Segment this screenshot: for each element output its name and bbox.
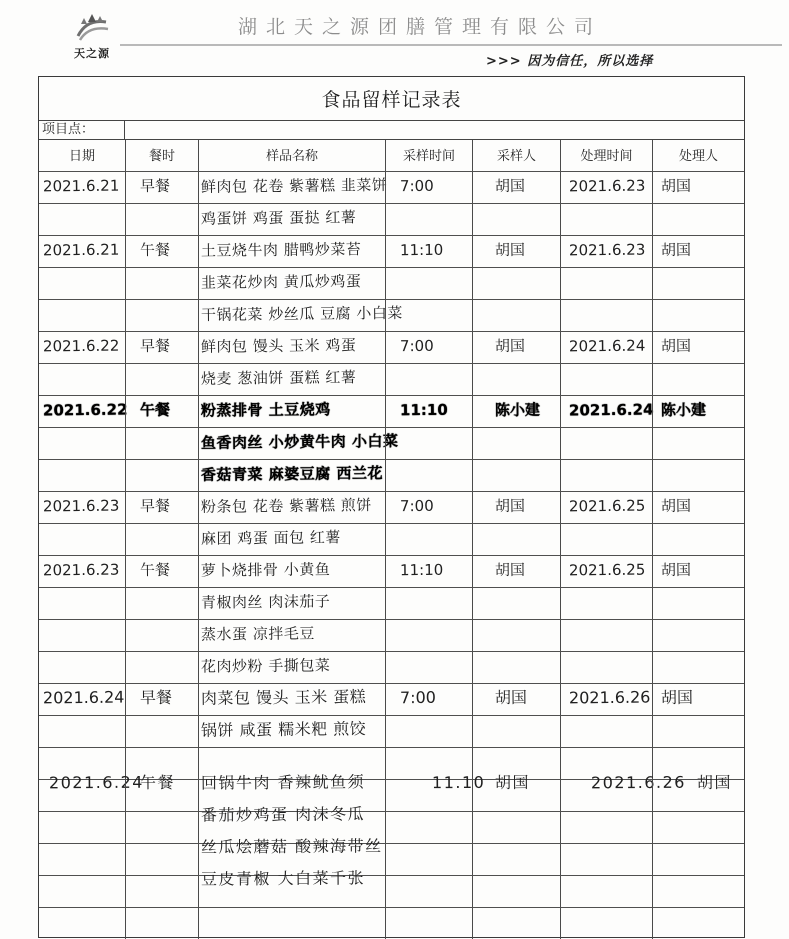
cell-sample-name bbox=[198, 364, 385, 395]
cell-sample-time bbox=[385, 812, 472, 843]
handwritten-sample-name: 肉菜包 馒头 玉米 蛋糕 bbox=[200, 687, 367, 708]
handwritten-sample-name: 萝卜烧排骨 小黄鱼 bbox=[200, 560, 331, 580]
cell-process-time bbox=[560, 364, 652, 395]
table-row bbox=[39, 235, 744, 267]
handwritten-sample-name: 香菇青菜 麻婆豆腐 西兰花 bbox=[200, 464, 384, 484]
cell-processor bbox=[652, 812, 744, 843]
column-header-processor: 处理人 bbox=[652, 140, 744, 171]
company-name: 湖北天之源团膳管理有限公司 bbox=[238, 16, 603, 38]
cell-sample-name bbox=[198, 524, 385, 555]
cell-meal bbox=[125, 492, 198, 523]
cell-date bbox=[39, 524, 125, 555]
cell-sample-time bbox=[385, 172, 472, 203]
table-row bbox=[39, 427, 744, 459]
cell-sample-name bbox=[198, 684, 385, 715]
cell-date bbox=[39, 772, 144, 811]
cell-sample-name bbox=[198, 908, 385, 939]
handwritten-sample-name: 回锅牛肉 香辣鱿鱼须 bbox=[200, 772, 366, 793]
handwritten-sample-name: 鸡蛋饼 鸡蛋 蛋挞 红薯 bbox=[200, 208, 357, 228]
cell-processor bbox=[652, 396, 744, 427]
handwritten-processor: 胡国 bbox=[660, 240, 692, 260]
cell-processor bbox=[652, 204, 744, 235]
cell-sample-time bbox=[385, 652, 472, 683]
cell-sample-time bbox=[385, 716, 472, 747]
cell-process-time bbox=[560, 428, 652, 459]
handwritten-process-time: 2021.6.26 bbox=[590, 772, 686, 793]
handwritten-date: 2021.6.23 bbox=[42, 496, 120, 516]
cell-sample-name bbox=[198, 492, 385, 523]
handwritten-process-time: 2021.6.24 bbox=[568, 336, 646, 356]
cell-sampler bbox=[472, 908, 560, 939]
cell-sampler bbox=[472, 876, 560, 907]
cell-meal bbox=[125, 876, 198, 907]
cell-sample-time bbox=[385, 556, 472, 587]
table-row bbox=[39, 267, 744, 299]
handwritten-sample-name: 烧麦 葱油饼 蛋糕 红薯 bbox=[200, 368, 357, 388]
cell-sample-name bbox=[198, 300, 403, 331]
handwritten-sampler: 胡国 bbox=[494, 560, 526, 580]
handwritten-sampler: 胡国 bbox=[494, 336, 526, 356]
handwritten-sample-time: 7:00 bbox=[399, 176, 434, 196]
table-row bbox=[39, 331, 744, 363]
cell-processor bbox=[652, 652, 744, 683]
cell-date bbox=[39, 684, 125, 715]
cell-date bbox=[39, 460, 125, 491]
cell-meal bbox=[125, 204, 198, 235]
cell-sampler bbox=[472, 588, 560, 619]
cell-meal bbox=[125, 556, 198, 587]
cell-sampler bbox=[472, 460, 560, 491]
project-row bbox=[39, 121, 744, 140]
cell-date bbox=[39, 844, 125, 875]
column-header-process-time: 处理时间 bbox=[560, 140, 652, 171]
cell-sample-time bbox=[385, 620, 472, 651]
cell-sample-time bbox=[385, 524, 472, 555]
handwritten-meal: 午餐 bbox=[139, 772, 176, 793]
handwritten-sample-name: 鲜肉包 馒头 玉米 鸡蛋 bbox=[200, 336, 357, 356]
cell-process-time bbox=[560, 236, 652, 267]
cell-sample-name bbox=[198, 556, 385, 587]
handwritten-meal: 早餐 bbox=[139, 496, 171, 516]
cell-meal bbox=[125, 300, 198, 331]
project-value bbox=[125, 121, 744, 139]
cell-meal bbox=[125, 268, 198, 299]
handwritten-sampler: 胡国 bbox=[494, 687, 528, 708]
logo-text: 天之源 bbox=[74, 47, 110, 60]
column-header-date: 日期 bbox=[68, 149, 95, 164]
company-slogan: >>> 因为信任，所以选择 bbox=[486, 54, 654, 69]
cell-process-time bbox=[560, 492, 652, 523]
cell-sample-name bbox=[198, 428, 399, 459]
cell-date bbox=[39, 716, 125, 747]
cell-sample-time bbox=[385, 332, 472, 363]
cell-process-time bbox=[560, 268, 652, 299]
handwritten-sampler: 陈小建 bbox=[494, 400, 541, 420]
table-row bbox=[39, 868, 744, 907]
cell-date bbox=[39, 876, 125, 907]
cell-sample-time bbox=[385, 396, 472, 427]
table-row bbox=[39, 804, 744, 843]
cell-date bbox=[39, 204, 125, 235]
cell-sample-name bbox=[198, 652, 385, 683]
form-title: 食品留样记录表 bbox=[321, 89, 462, 111]
handwritten-date: 2021.6.22 bbox=[42, 400, 128, 420]
handwritten-meal: 早餐 bbox=[139, 176, 171, 196]
cell-meal bbox=[125, 716, 198, 747]
project-label: 项目点： bbox=[39, 121, 125, 139]
handwritten-date: 2021.6.22 bbox=[42, 336, 120, 356]
cell-sample-time bbox=[385, 908, 472, 939]
handwritten-sampler: 胡国 bbox=[494, 176, 526, 196]
cell-process-time bbox=[560, 460, 652, 491]
handwritten-meal: 午餐 bbox=[139, 560, 171, 580]
cell-date bbox=[39, 620, 125, 651]
handwritten-date: 2021.6.24 bbox=[42, 687, 125, 708]
handwritten-sample-time: 11:10 bbox=[399, 400, 448, 420]
cell-date bbox=[39, 332, 125, 363]
cell-process-time bbox=[560, 556, 652, 587]
cell-processor bbox=[652, 908, 744, 939]
cell-date bbox=[39, 396, 128, 427]
handwritten-process-time: 2021.6.25 bbox=[568, 560, 646, 580]
handwritten-sample-time: 7:00 bbox=[399, 496, 434, 516]
cell-date bbox=[39, 492, 125, 523]
handwritten-process-time: 2021.6.23 bbox=[568, 240, 646, 260]
form-title-row bbox=[39, 77, 744, 121]
table-row bbox=[39, 171, 744, 203]
handwritten-process-time: 2021.6.24 bbox=[568, 400, 654, 420]
cell-sample-time bbox=[385, 460, 472, 491]
cell-meal bbox=[125, 620, 198, 651]
cell-sample-name bbox=[198, 332, 385, 363]
company-logo bbox=[66, 10, 118, 62]
cell-date bbox=[39, 908, 125, 939]
cell-process-time bbox=[560, 716, 652, 747]
cell-sampler bbox=[472, 364, 560, 395]
cell-processor bbox=[652, 556, 744, 587]
cell-process-time bbox=[560, 332, 652, 363]
table-row bbox=[39, 459, 744, 491]
handwritten-processor: 胡国 bbox=[660, 176, 692, 196]
handwritten-sample-time: 7:00 bbox=[399, 336, 434, 356]
cell-sampler bbox=[472, 204, 560, 235]
cell-sampler bbox=[472, 844, 560, 875]
cell-processor bbox=[652, 844, 744, 875]
handwritten-sample-name: 番茄炒鸡蛋 肉沫冬瓜 bbox=[200, 804, 366, 825]
cell-date bbox=[39, 172, 125, 203]
table-row bbox=[39, 299, 744, 331]
cell-sample-time bbox=[385, 236, 472, 267]
cell-processor bbox=[652, 524, 744, 555]
cell-process-time bbox=[560, 908, 652, 939]
cell-meal bbox=[125, 460, 198, 491]
cell-sample-time bbox=[385, 428, 472, 459]
handwritten-date: 2021.6.21 bbox=[42, 240, 120, 260]
header-divider bbox=[120, 44, 782, 46]
cell-processor bbox=[652, 236, 744, 267]
cell-process-time bbox=[560, 588, 652, 619]
cell-meal bbox=[125, 396, 198, 427]
handwritten-sample-time: 7:00 bbox=[399, 687, 437, 708]
handwritten-sampler: 胡国 bbox=[494, 496, 526, 516]
cell-date bbox=[39, 556, 125, 587]
cell-date bbox=[39, 588, 125, 619]
cell-sampler bbox=[472, 172, 560, 203]
cell-sampler bbox=[472, 524, 560, 555]
cell-meal bbox=[125, 524, 198, 555]
cell-processor bbox=[652, 876, 744, 907]
cell-process-time bbox=[560, 876, 652, 907]
table-row bbox=[39, 491, 744, 523]
cell-meal bbox=[125, 588, 198, 619]
handwritten-sampler: 胡国 bbox=[494, 772, 531, 793]
handwritten-processor: 胡国 bbox=[660, 496, 692, 516]
cell-process-time bbox=[560, 204, 652, 235]
cell-sample-name bbox=[198, 396, 385, 427]
cell-processor bbox=[652, 460, 744, 491]
handwritten-sample-name: 花肉炒粉 手撕包菜 bbox=[200, 656, 331, 676]
handwritten-sample-time: 11.10 bbox=[431, 772, 486, 793]
cell-date bbox=[39, 812, 125, 843]
cell-meal bbox=[125, 844, 198, 875]
cell-meal bbox=[125, 236, 198, 267]
cell-sample-name bbox=[198, 172, 388, 203]
handwritten-sample-name: 麻团 鸡蛋 面包 红薯 bbox=[200, 528, 341, 548]
cell-process-time bbox=[560, 172, 652, 203]
table-row bbox=[39, 772, 744, 811]
cell-sampler bbox=[472, 332, 560, 363]
cell-sampler bbox=[472, 620, 560, 651]
cell-sample-time bbox=[385, 300, 472, 331]
table-row bbox=[39, 836, 744, 875]
handwritten-sample-name: 豆皮青椒 大白菜千张 bbox=[200, 868, 366, 889]
logo-emblem-icon bbox=[72, 10, 112, 44]
table-row bbox=[39, 587, 744, 619]
handwritten-sample-name: 鲜肉包 花卷 紫薯糕 韭菜饼 bbox=[200, 176, 388, 196]
cell-meal bbox=[125, 364, 198, 395]
cell-date bbox=[39, 364, 125, 395]
cell-sample-time bbox=[385, 492, 472, 523]
handwritten-process-time: 2021.6.26 bbox=[568, 687, 651, 708]
cell-sample-time bbox=[385, 684, 472, 715]
handwritten-sample-name: 粉蒸排骨 土豆烧鸡 bbox=[200, 400, 331, 420]
blank-row bbox=[39, 907, 744, 939]
cell-sampler bbox=[472, 556, 560, 587]
cell-process-time bbox=[560, 812, 652, 843]
handwritten-sample-name: 丝瓜烩蘑菇 酸辣海带丝 bbox=[200, 836, 383, 857]
cell-sampler bbox=[472, 396, 560, 427]
cell-processor bbox=[652, 268, 744, 299]
cell-date bbox=[39, 268, 125, 299]
table-row bbox=[39, 523, 744, 555]
cell-meal bbox=[125, 772, 198, 811]
handwritten-sample-name: 粉条包 花卷 紫薯糕 煎饼 bbox=[200, 496, 372, 516]
cell-sample-name bbox=[198, 716, 385, 747]
sample-record-form bbox=[38, 76, 745, 938]
handwritten-meal: 早餐 bbox=[139, 336, 171, 356]
handwritten-sample-name: 鱼香肉丝 小炒黄牛肉 小白菜 bbox=[200, 431, 399, 453]
cell-processor bbox=[652, 428, 744, 459]
cell-sampler bbox=[472, 812, 560, 843]
cell-sampler bbox=[472, 236, 560, 267]
handwritten-sample-name: 干锅花菜 炒丝瓜 豆腐 小白菜 bbox=[200, 303, 403, 325]
cell-sample-time bbox=[385, 876, 472, 907]
cell-sampler bbox=[472, 492, 560, 523]
cell-sampler bbox=[472, 716, 560, 747]
cell-sampler bbox=[472, 684, 560, 715]
cell-meal bbox=[125, 812, 198, 843]
cell-sample-time bbox=[385, 268, 472, 299]
handwritten-date: 2021.6.24 bbox=[48, 772, 144, 793]
cell-sampler bbox=[472, 268, 560, 299]
cell-processor bbox=[652, 684, 744, 715]
cell-process-time bbox=[560, 300, 652, 331]
cell-date bbox=[39, 236, 125, 267]
handwritten-processor: 胡国 bbox=[696, 772, 733, 793]
cell-sample-time bbox=[385, 204, 472, 235]
handwritten-date: 2021.6.23 bbox=[42, 560, 120, 580]
cell-sample-time bbox=[385, 772, 486, 811]
cell-process-time bbox=[560, 684, 652, 715]
cell-meal bbox=[125, 332, 198, 363]
cell-date bbox=[39, 428, 125, 459]
cell-sample-time bbox=[385, 364, 472, 395]
handwritten-meal: 早餐 bbox=[139, 687, 173, 708]
cell-sampler bbox=[472, 428, 560, 459]
column-header-row bbox=[39, 140, 744, 171]
cell-process-time bbox=[560, 620, 652, 651]
handwritten-processor: 胡国 bbox=[660, 336, 692, 356]
cell-meal bbox=[125, 652, 198, 683]
cell-process-time bbox=[560, 844, 652, 875]
handwritten-processor: 胡国 bbox=[660, 560, 692, 580]
cell-sampler bbox=[472, 300, 560, 331]
table-row bbox=[39, 363, 744, 395]
cell-sample-name bbox=[198, 268, 385, 299]
cell-sampler bbox=[472, 772, 560, 811]
table-row bbox=[39, 715, 744, 747]
cell-processor bbox=[652, 300, 744, 331]
handwritten-sampler: 胡国 bbox=[494, 240, 526, 260]
cell-sampler bbox=[472, 652, 560, 683]
record-rows bbox=[39, 171, 744, 939]
cell-processor bbox=[652, 716, 744, 747]
cell-process-time bbox=[560, 772, 686, 811]
table-row bbox=[39, 395, 744, 427]
column-header-sample-name: 样品名称 bbox=[198, 140, 385, 171]
handwritten-process-time: 2021.6.25 bbox=[568, 496, 646, 516]
cell-sample-time bbox=[385, 588, 472, 619]
handwritten-processor: 陈小建 bbox=[660, 400, 707, 420]
cell-sample-name bbox=[198, 620, 385, 651]
handwritten-process-time: 2021.6.23 bbox=[568, 176, 646, 196]
table-row bbox=[39, 619, 744, 651]
handwritten-sample-time: 11:10 bbox=[399, 560, 444, 580]
cell-sample-name bbox=[198, 868, 385, 907]
cell-meal bbox=[125, 908, 198, 939]
cell-processor bbox=[652, 332, 744, 363]
table-row bbox=[39, 683, 744, 715]
cell-processor bbox=[652, 772, 744, 811]
cell-processor bbox=[652, 492, 744, 523]
cell-date bbox=[39, 300, 125, 331]
column-header-meal: 餐时 bbox=[125, 140, 198, 171]
handwritten-sample-name: 韭菜花炒肉 黄瓜炒鸡蛋 bbox=[200, 272, 362, 292]
cell-processor bbox=[652, 364, 744, 395]
cell-sample-name bbox=[198, 236, 385, 267]
handwritten-meal: 午餐 bbox=[139, 400, 171, 420]
column-header-sampler: 采样人 bbox=[472, 140, 560, 171]
handwritten-processor: 胡国 bbox=[660, 687, 694, 708]
table-row bbox=[39, 651, 744, 683]
table-row bbox=[39, 203, 744, 235]
cell-processor bbox=[652, 172, 744, 203]
cell-meal bbox=[125, 172, 198, 203]
handwritten-sample-name: 青椒肉丝 肉沫茄子 bbox=[200, 592, 331, 612]
handwritten-sample-name: 蒸水蛋 凉拌毛豆 bbox=[200, 624, 315, 644]
cell-date bbox=[39, 652, 125, 683]
cell-process-time bbox=[560, 652, 652, 683]
cell-sample-name bbox=[198, 460, 385, 491]
cell-sample-name bbox=[198, 204, 385, 235]
cell-process-time bbox=[560, 524, 652, 555]
table-row bbox=[39, 555, 744, 587]
handwritten-sample-name: 锅饼 咸蛋 糯米粑 煎饺 bbox=[200, 719, 367, 740]
handwritten-sample-time: 11:10 bbox=[399, 240, 444, 260]
cell-meal bbox=[125, 684, 198, 715]
column-header-sample-time: 采样时间 bbox=[385, 140, 472, 171]
cell-processor bbox=[652, 620, 744, 651]
cell-process-time bbox=[560, 396, 652, 427]
handwritten-sample-name: 土豆烧牛肉 腊鸭炒菜苔 bbox=[200, 240, 362, 260]
handwritten-meal: 午餐 bbox=[139, 240, 171, 260]
cell-sample-name bbox=[198, 588, 385, 619]
cell-processor bbox=[652, 588, 744, 619]
cell-meal bbox=[125, 428, 198, 459]
handwritten-date: 2021.6.21 bbox=[42, 176, 120, 196]
cell-sample-time bbox=[385, 844, 472, 875]
